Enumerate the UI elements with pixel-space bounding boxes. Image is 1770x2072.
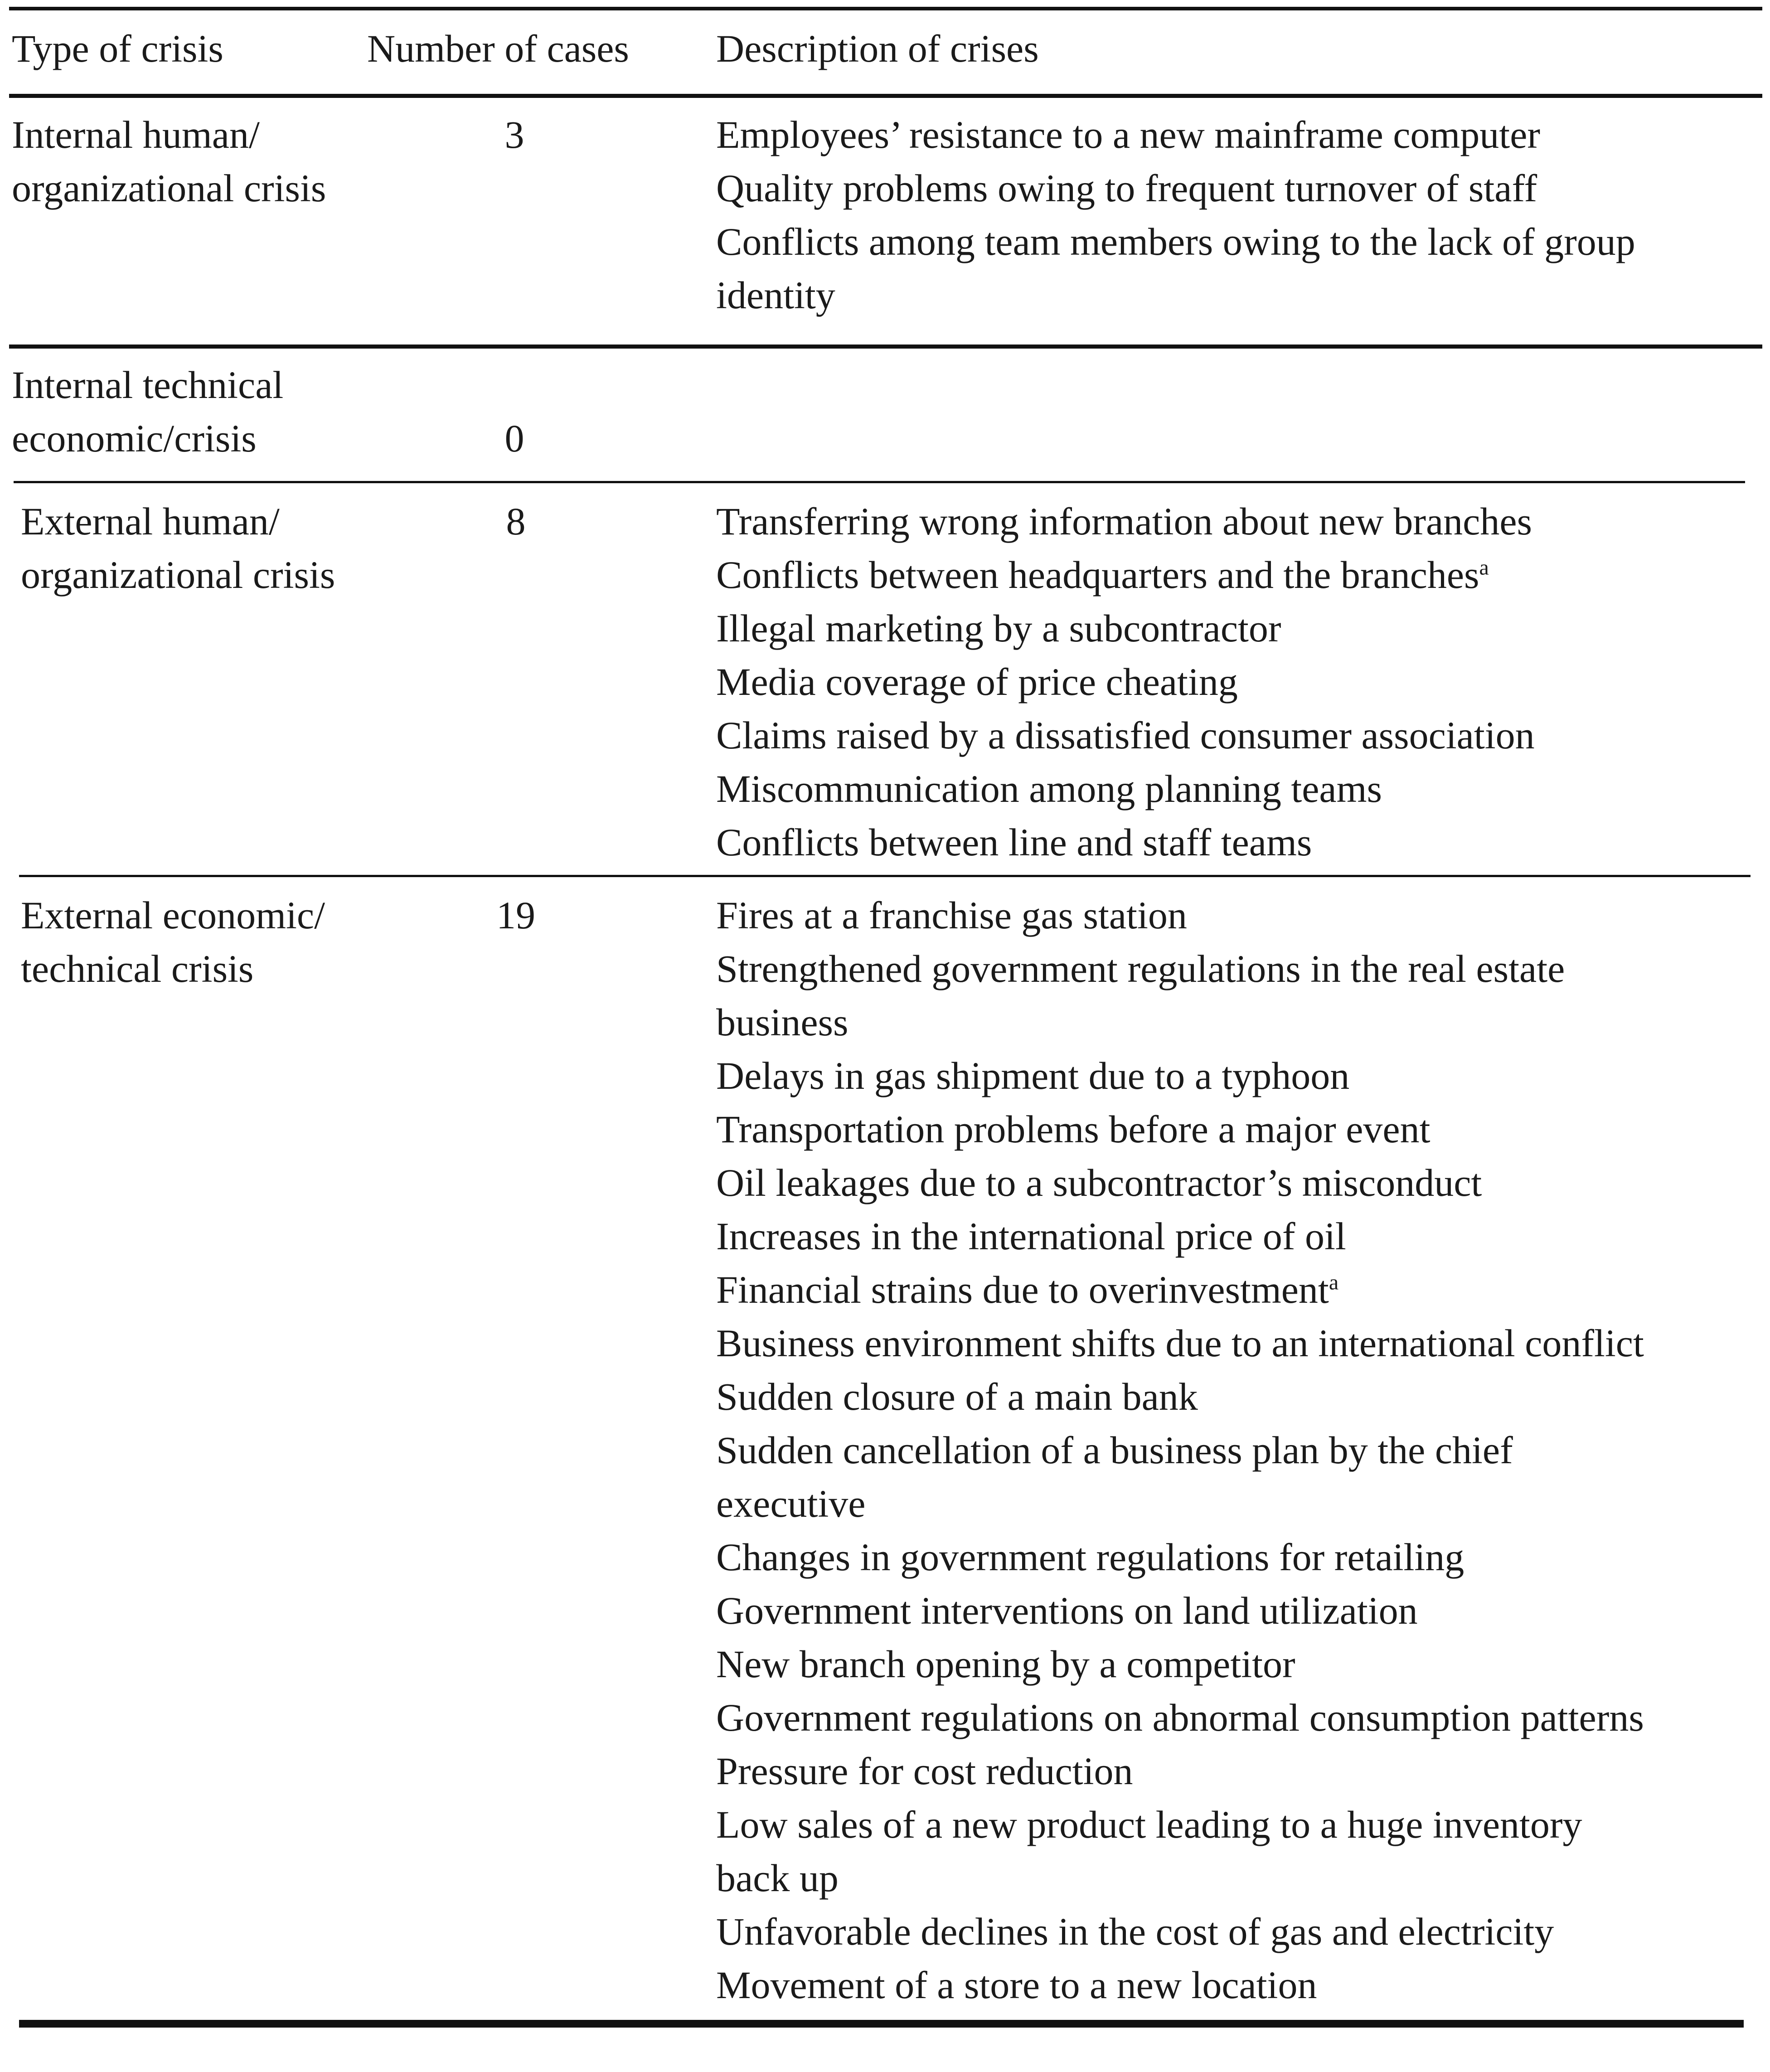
description-text: Conflicts between headquarters and the branches [716,553,1479,597]
description-list [716,495,1535,869]
crisis-type-line: External human/ [21,500,280,543]
list-item: Employees’ resistance to a new mainframe computer [716,113,1541,156]
list-item: Quality problems owing to frequent turnover of staff [716,166,1537,210]
list-item: Strengthened government regulations in the real estate [716,947,1565,990]
list-item: business [716,1000,849,1044]
list-item: Low sales of a new product leading to a huge inventory [716,1803,1582,1846]
list-item: Conflicts among team members owing to the lack of group [716,220,1635,263]
list-item: Conflicts between line and staff teams [716,820,1312,864]
table-bottom-rule [19,2020,1744,2028]
header-rule [9,94,1762,98]
section-rule [9,345,1762,349]
list-item: Claims raised by a dissatisfied consumer association [716,713,1535,757]
list-item: Oil leakages due to a subcontractor’s misconduct [716,1161,1482,1204]
table-top-rule [9,7,1762,10]
list-item: Transferring wrong information about new branches [716,500,1532,543]
list-item [716,548,1535,602]
list-item: Government interventions on land utilization [716,1589,1418,1632]
list-item: New branch opening by a competitor [716,1642,1295,1686]
case-count: 19 [496,893,535,937]
footnote-marker: a [1329,1270,1339,1295]
description-list [716,888,1644,2012]
crisis-type-line: organizational crisis [12,166,326,210]
list-item: Movement of a store to a new location [716,1963,1317,2007]
list-item: Unfavorable declines in the cost of gas and electricity [716,1910,1554,1953]
header-type-of-crisis: Type of crisis [12,27,223,70]
case-count: 0 [504,417,524,460]
list-item [716,1263,1644,1316]
crisis-type-line: External economic/ [21,893,325,937]
list-item: Changes in government regulations for retailing [716,1535,1464,1579]
crisis-type-line: organizational crisis [21,553,335,597]
list-item: Business environment shifts due to an international conflict [716,1321,1644,1365]
section-rule [19,875,1751,877]
list-item: executive [716,1482,866,1525]
list-item: Transportation problems before a major event [716,1107,1431,1151]
header-number-of-cases: Number of cases [367,27,629,70]
case-count: 3 [504,113,524,156]
list-item: Miscommunication among planning teams [716,767,1382,810]
list-item: Increases in the international price of oil [716,1214,1346,1258]
footnote-marker: a [1479,555,1489,580]
list-item: Illegal marketing by a subcontractor [716,607,1281,650]
list-item: Government regulations on abnormal consumption patterns [716,1696,1644,1739]
crisis-type-line: economic/crisis [12,417,257,460]
header-description: Description of crises [716,27,1039,70]
list-item: Media coverage of price cheating [716,660,1238,704]
list-item: Sudden closure of a main bank [716,1375,1198,1418]
list-item: Sudden cancellation of a business plan by the chief [716,1428,1513,1472]
list-item: back up [716,1856,839,1900]
crisis-type-line: Internal technical [12,363,284,407]
list-item: Delays in gas shipment due to a typhoon [716,1054,1350,1097]
list-item: Fires at a franchise gas station [716,893,1187,937]
description-list [716,108,1635,322]
list-item: identity [716,273,835,317]
description-text: Financial strains due to overinvestment [716,1268,1329,1311]
section-rule [14,481,1745,483]
crisis-type-line: Internal human/ [12,113,260,156]
list-item: Pressure for cost reduction [716,1749,1133,1793]
crisis-type-line: technical crisis [21,947,254,990]
case-count: 8 [506,500,526,543]
